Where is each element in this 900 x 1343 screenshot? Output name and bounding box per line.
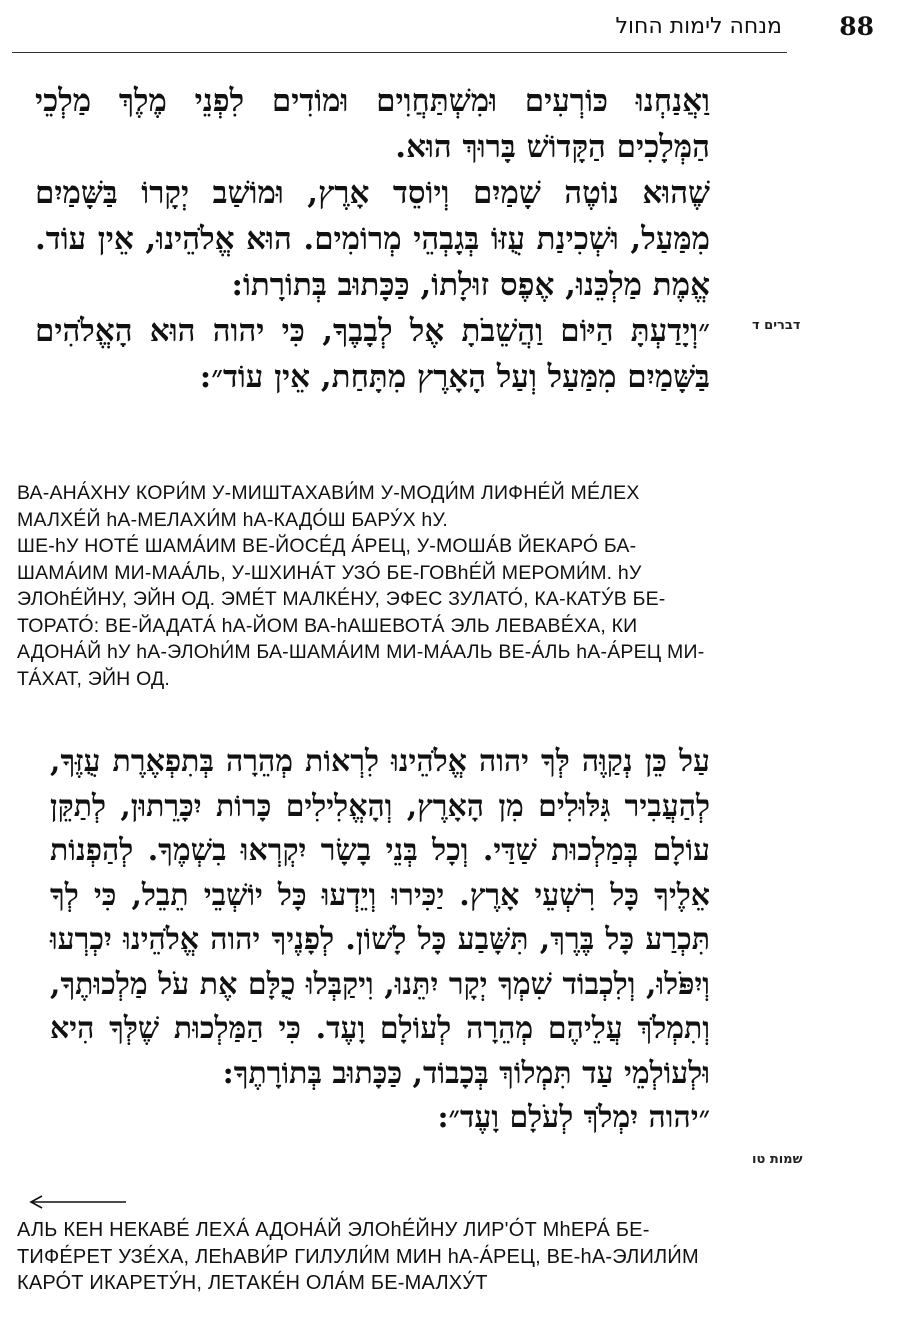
transliteration-paragraph: ШЕ-hУ НОТЕ́ ШАМА́ИМ ВЕ-ЙОСЕ́Д А́РЕЦ, У-МОША́В ЙЕКАРО́ БА-ШАМА́ИМ МИ-МАА́ЛЬ, У-ШХИНА́Т УЗО́ БЕ-ГОВhЕ́Й МЕРОМИ́М. hУ ЭЛОhЕ́ЙНУ, ЭЙН ОД. ЭМЕ́Т МАЛКЕ́НУ, ЭФЕС ЗУЛАТО́, КА-КАТУ́В БЕ-ТОРАТО́: ВЕ-ЙАДАТА́ hА-ЙОМ ВА-hАШЕВОТА́ ЭЛЬ ЛЕВАВЕ́ХА, КИ АДОНА́Й hУ hА-ЭЛОhИ́М БА-ШАМА́ИМ МИ-МА́АЛЬ ВЕ-А́ЛЬ hА-А́РЕЦ МИ-ТА́ХАТ, ЭЙН ОД. xyxy=(17,535,705,690)
hebrew-paragraph: עַל כֵּן נְקַוֶּה לְּךָ יהוה אֱלֹהֵינוּ לִרְאוֹת מְהֵרָה בְּתִפְאֶרֶת עֻזֶּךָ, לְהַעֲבִיר גִּלּוּלִים מִן הָאָרֶץ, וְהָאֱלִילִים כָּרוֹת יִכָּרֵתוּן, לְתַקֵּן עוֹלָם בְּמַלְכוּת שַׁדַּי. וְכָל בְּנֵי בָשָׂר יִקְרְאוּ בִשְׁמֶךָ. לְהַפְנוֹת אֵלֶיךָ כָּל רִשְׁעֵי אָרֶץ. יַכִּירוּ וְיֵדְעוּ כָּל יוֹשְׁבֵי תֵבֵל, כִּי לְךָ תִּכְרַע כָּל בֶּרֶךְ, תִּשָּׁבַע כָּל לָשׁוֹן. לְפָנֶיךָ יהוה אֱלֹהֵינוּ יִכְרְעוּ וְיִפֹּלוּ, וְלִכְבוֹד שִׁמְךָ יְקָר יִתֵּנוּ, וִיקַבְּלוּ כֻלָּם אֶת עֹל מַלְכוּתֶךָ, וְתִמְלֹךְ עֲלֵיהֶם מְהֵרָה לְעוֹלָם וָעֶד. כִּי הַמַּלְכוּת שֶׁלְּךָ הִיא וּלְעוֹלְמֵי עַד תִּמְלוֹךְ בְּכָבוֹד, כַּכָּתוּב בְּתוֹרָתֶךָ: xyxy=(50,744,710,1091)
arrow-left-icon xyxy=(28,1195,128,1209)
hebrew-paragraph: וַאֲנַחְנוּ כּוֹרְעִים וּמִשְׁתַּחֲוִים וּמוֹדִים לִפְנֵי מֶלֶךְ מַלְכֵי הַמְּלָכִים הַקָּדוֹשׁ בָּרוּךְ הוּא. xyxy=(35,83,710,165)
header-rule xyxy=(12,52,787,53)
transliteration-paragraph: ВА-АНА́ХНУ КОРИ́М У-МИШТАХАВИ́М У-МОДИ́М ЛИФНЕ́Й МЕ́ЛЕХ МАЛХЕ́Й hА-МЕЛАХИ́М hА-КАДО́Ш БАРУ́Х hУ. xyxy=(17,482,640,531)
running-title: מנחה לימות החול xyxy=(615,14,782,39)
hebrew-prayer-block-1 xyxy=(35,78,710,400)
hebrew-verse-quote: ״וְיָדַעְתָּ הַיּוֹם וַהֲשֵׁבֹתָ אֶל לְבָבֶךָ, כִּי יהוה הוּא הָאֱלֹהִים בַּשָּׁמַיִם מִמַּעַל וְעַל הָאָרֶץ מִתָּחַת, אֵין עוֹד״: xyxy=(35,313,710,395)
transliteration-paragraph: АЛЬ КЕН НЕКАВЕ́ ЛЕХА́ АДОНА́Й ЭЛОhЕ́ЙНУ ЛИР'О́Т МhЕРА́ БЕ-ТИФЕ́РЕТ УЗЕ́ХА, ЛЕhАВИ́Р ГИЛУЛИ́М МИН hА-А́РЕЦ, ВЕ-hА-ЭЛИЛИ́М КАРО́Т ИКАРЕТУ́Н, ЛЕТАКЕ́Н ОЛА́М БЕ-МАЛХУ́Т xyxy=(17,1219,699,1294)
transliteration-block-2 xyxy=(17,1217,717,1297)
page-header xyxy=(0,12,900,52)
margin-source-reference: דברים ד xyxy=(752,318,801,333)
hebrew-verse-quote: ״יהוה יִמְלֹךְ לְעֹלָם וָעֶד״: xyxy=(437,1100,710,1135)
page-number: 88 xyxy=(839,12,874,41)
hebrew-prayer-block-2 xyxy=(50,740,710,1141)
transliteration-block-1 xyxy=(17,480,717,692)
hebrew-paragraph: שֶׁהוּא נוֹטֶה שָׁמַיִם וְיוֹסֵד אָרֶץ, וּמוֹשַׁב יְקָרוֹ בַּשָּׁמַיִם מִמַּעַל, וּשְׁכִינַת עֻזּוֹ בְּגָבְהֵי מְרוֹמִים. הוּא אֱלֹהֵינוּ, אֵין עוֹד. אֱמֶת מַלְכֵּנוּ, אֶפֶס זוּלָתוֹ, כַּכָּתוּב בְּתוֹרָתוֹ: xyxy=(35,175,710,303)
margin-source-reference: שמות טו xyxy=(752,1152,803,1167)
